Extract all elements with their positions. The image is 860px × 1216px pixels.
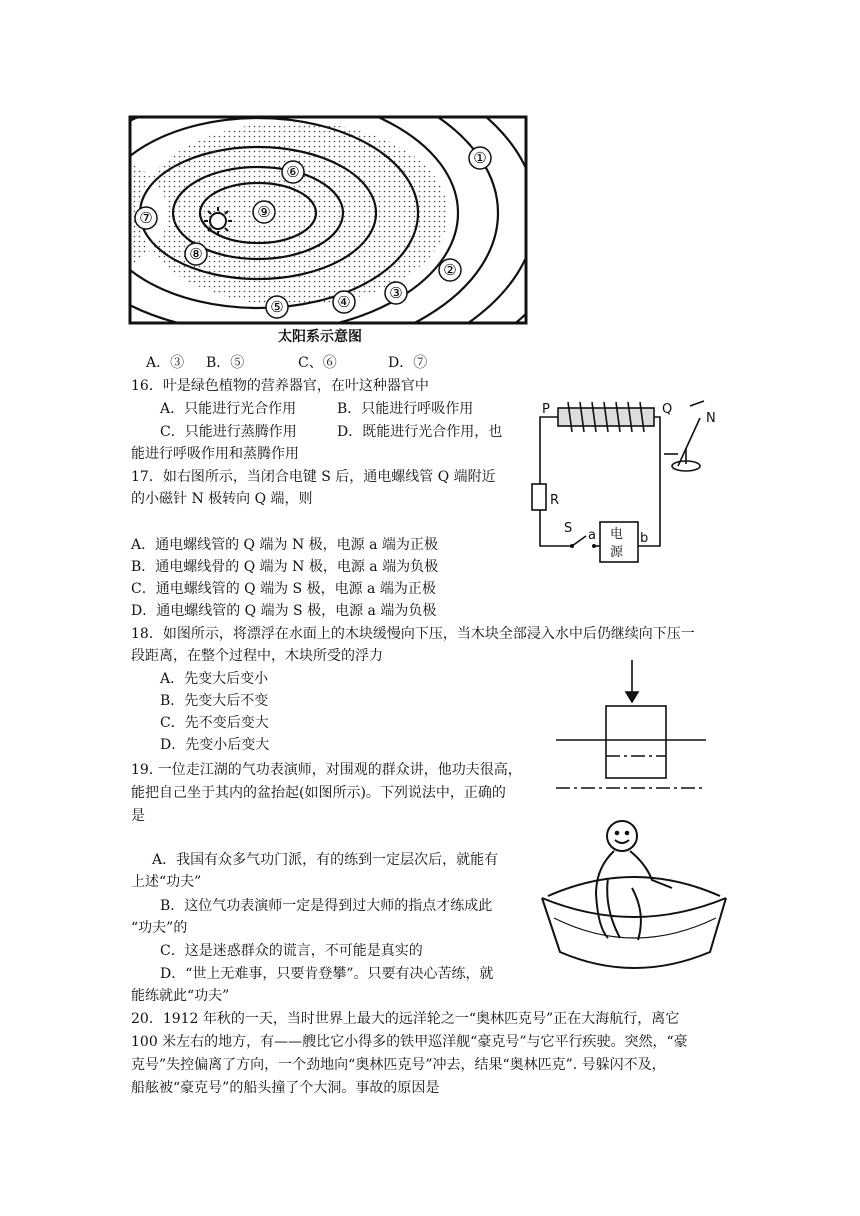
q18-option-c: C．先不变后变大 (160, 715, 269, 731)
label-source-2: 源 (610, 545, 624, 560)
q16-option-b: B．只能进行呼吸作用 (337, 401, 474, 417)
q20-line3: 克号”失控偏离了方向，一个劲地向“奥林匹克号”冲去，结果“奥林匹克”. 号躲闪不及， (131, 1057, 666, 1073)
q18-stem-line2: 段距离，在整个过程中，木块所受的浮力 (131, 648, 383, 664)
planet-label-4 (333, 291, 355, 313)
q15-option-b: B．⑤ (206, 355, 245, 371)
q17-stem-line2: 的小磁针 N 极转向 Q 端，则 (131, 491, 313, 507)
q19-option-a-line2: 上述“功夫” (131, 874, 202, 890)
qigong-basin-figure (534, 818, 734, 978)
planet-number-text: ② (443, 261, 457, 279)
q18-option-a: A．先变大后变小 (160, 671, 269, 687)
q19-option-d-line1: D．“世上无难事，只要肯登攀”。只要有决心苦练，就 (160, 966, 494, 982)
label-r: R (550, 493, 560, 508)
q18-option-b: B．先变大后不变 (160, 693, 269, 709)
planet-number-text: ⑦ (139, 209, 153, 227)
planet-label-2 (439, 259, 461, 281)
planet-number-text: ⑨ (257, 203, 271, 221)
q20-line4: 船舷被“豪克号”的船头撞了个大洞。事故的原因是 (131, 1080, 440, 1096)
planet-number-text: ③ (389, 284, 403, 302)
q20-line1: 20．1912 年秋的一天，当时世界上最大的远洋轮之一“奥林匹克号”正在大海航行，离它 (131, 1011, 680, 1027)
solenoid-circuit-figure (528, 396, 718, 566)
label-s: S (564, 521, 573, 536)
planet-label-8 (185, 243, 207, 265)
floating-block-figure (552, 656, 712, 796)
q17-option-c: C．通电螺线管的 Q 端为 S 极，电源 a 端为正极 (131, 581, 436, 597)
label-p: P (542, 402, 550, 417)
q18-option-d: D．先变小后变大 (160, 737, 270, 753)
planet-label-7 (135, 207, 157, 229)
q17-option-a: A．通电螺线管的 Q 端为 N 极，电源 a 端为正极 (131, 537, 438, 553)
q19-option-c: C．这是迷惑群众的谎言，不可能是真实的 (160, 943, 423, 959)
planet-label-6 (282, 161, 304, 183)
planet-number-text: ⑤ (270, 298, 284, 316)
planet-label-9 (253, 201, 275, 223)
q19-stem-line3: 是 (131, 808, 145, 824)
solar-figure-caption: 太阳系示意图 (278, 329, 362, 345)
q15-option-c: C、⑥ (298, 355, 337, 371)
q19-option-d-line2: 能练就此“功夫” (131, 988, 230, 1004)
planet-label-1 (469, 147, 491, 169)
q19-option-b-line2: “功夫”的 (131, 920, 188, 936)
planet-number-text: ④ (337, 293, 351, 311)
label-a: a (588, 528, 596, 543)
q17-option-b: B．通电螺线骨的 Q 端为 N 极，电源 a 端为负极 (131, 559, 439, 575)
planet-label-5 (266, 296, 288, 318)
planet-number-text: ⑧ (189, 245, 203, 263)
q15-option-a: A．③ (146, 355, 185, 371)
q15-option-d: D．⑦ (388, 355, 428, 371)
q19-option-b-line1: B．这位气功表演师一定是得到过大师的指点才练成此 (160, 898, 493, 914)
label-n: N (706, 411, 716, 426)
solar-system-figure (128, 115, 528, 355)
q16-option-d-line1: D．既能进行光合作用，也 (337, 424, 503, 440)
q16-option-a: A．只能进行光合作用 (160, 401, 297, 417)
planet-number-text: ① (473, 149, 487, 167)
label-b: b (640, 531, 649, 546)
q19-stem-line1: 19. 一位走江湖的气功表演师，对围观的群众讲，他功夫很高， (131, 762, 522, 778)
q19-option-a-line1: A．我国有众多气功门派，有的练到一定层次后，就能有 (152, 852, 499, 868)
q20-line2: 100 米左右的地方，有——艘比它小得多的铁甲巡洋舰“豪克号”与它平行疾驶。突然，“豪 (131, 1034, 688, 1050)
q18-stem-line1: 18．如图所示，将漂浮在水面上的木块缓慢向下压，当木块全部浸入水中后仍继续向下压一 (131, 626, 695, 642)
q19-stem-line2: 能把自己坐于其内的盆抬起(如图所示)。下列说法中，正确的 (131, 785, 506, 801)
q16-option-c: C．只能进行蒸腾作用 (160, 424, 297, 440)
label-q: Q (662, 402, 673, 417)
q16-stem: 16．叶是绿色植物的营养器官，在叶这种器官中 (131, 378, 429, 394)
q16-option-d-line2: 能进行呼吸作用和蒸腾作用 (131, 446, 299, 462)
q17-stem-line1: 17．如右图所示，当闭合电键 S 后，通电螺线管 Q 端附近 (131, 469, 496, 485)
label-source-1: 电 (610, 527, 624, 542)
q17-option-d: D．通电螺线管的 Q 端为 S 极，电源 a 端为负极 (131, 603, 437, 619)
planet-label-3 (385, 282, 407, 304)
planet-number-text: ⑥ (286, 163, 300, 181)
